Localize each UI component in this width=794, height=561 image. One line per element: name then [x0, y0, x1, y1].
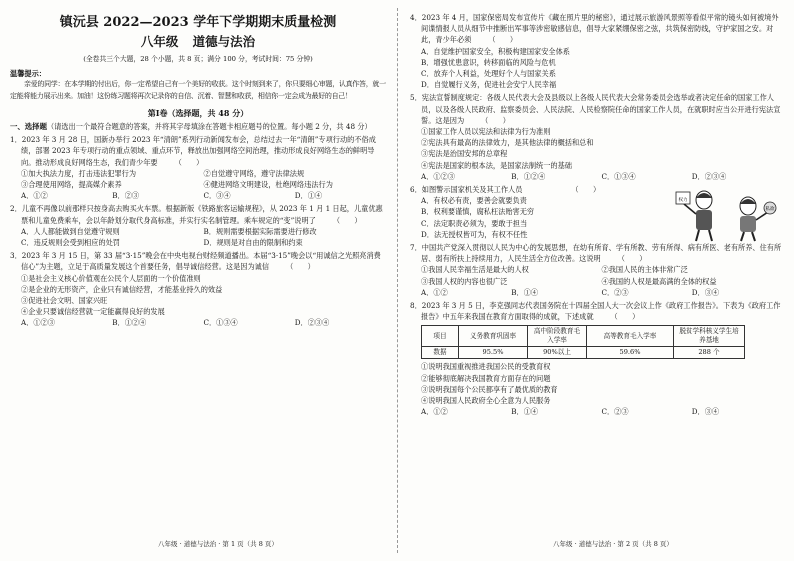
- part-description: （请选出一个最符合题意的答案，并将其字母填涂在答题卡相应题号的位置。每小题 2 分，共 48 分）: [46, 122, 372, 132]
- question-stem: 7．中国共产党深入贯彻以人民为中心的发展思想，在幼有所育、学有所教、劳有所得、病有所医、老有所养、住有所居、弱有所扶上持续用力，人民生活全方位改善。这说明 （ ）: [410, 243, 782, 264]
- answer-paren: （ ）: [488, 35, 518, 45]
- option-c: C．①③④: [203, 318, 238, 328]
- option-b: B．①④: [511, 287, 539, 297]
- table-cell: 59.6%: [587, 347, 674, 359]
- tips-heading: 温馨提示：: [10, 69, 46, 79]
- statement: ②是企业的无形资产，企业只有诚信经营，才能基业持久的效益: [21, 284, 223, 294]
- statement: ①加大执法力度，打击违法犯罪行为: [21, 168, 137, 178]
- question-stem: 5．宪法宣誓制度规定：各级人民代表大会及县级以上各级人民代表大会常务委员会选举或者决定任命的国家工作人员，以及各级人民政府、监察委员会、人民法院、人民检察院任命的国家工作人员，在就职时应当公开进行宪法宣誓。这是因为 （ ）: [410, 93, 781, 125]
- option-a: A．自觉维护国家安全，积极构建国家安全体系: [421, 46, 570, 56]
- table-cell: 95.5%: [459, 347, 528, 359]
- question-1: [10, 134, 386, 201]
- table-header-cell: 项目: [422, 326, 459, 347]
- statement: ①我国人民幸福生活是最大的人权: [421, 265, 529, 275]
- option-c: C．②③: [601, 407, 629, 417]
- page-footer-right: 八年级 · 道德与法治 · 第 2 页（共 8 页）: [553, 540, 673, 548]
- options-list: [410, 195, 630, 240]
- cartoon-illustration: [674, 186, 778, 242]
- statement: ④我国的人权是最高满的全体的权益: [601, 276, 717, 286]
- option-a: A．①②: [421, 407, 448, 417]
- option-c: C．法定职责必须为，要敢于担当: [421, 218, 528, 228]
- table-header-cell: 高等教育毛入学率: [587, 326, 674, 347]
- question-6: [410, 184, 782, 240]
- option-a: A．人人都能做到自觉遵守规则: [21, 226, 120, 236]
- question-8: [410, 300, 782, 417]
- option-a: A．①②: [421, 287, 448, 297]
- option-c: C．违反规则会受到相应的处罚: [21, 238, 120, 248]
- question-7: [410, 242, 782, 298]
- option-d: D．③④: [691, 287, 720, 297]
- option-d: D．规则是对自由的限制和约束: [203, 238, 303, 248]
- table-cell: 288 个: [674, 347, 745, 359]
- question-stem: 8．2023 年 3 月 5 日，李克强同志代表国务院在十四届全国人大一次会议上作《政府工作报告》。下表为《政府工作报告》中五年来我国在教育方面取得的成就，下述成就 （ ）: [410, 301, 781, 322]
- answer-paren: （ ）: [481, 115, 510, 125]
- statement: ③合理使用网络，提高媒介素养: [21, 180, 122, 190]
- option-c: C．放弃个人利益，处理好个人与国家关系: [421, 69, 556, 79]
- question-stem: 1．2023 年 3 月 28 日，国新办举行 2023 年“清朗”系列行动新闻发布会，总结过去一年“清朗”专项行动的不俗成绩，部署 2023 年专项行动的重点领域、重点环节，释放出加强网络空间治理，推动形成良好网络生态的鲜明导向。推动形成良好网络生态，我们青少年要 （ ）: [10, 135, 376, 167]
- answer-paren: （ ）: [610, 312, 640, 322]
- question-stem: 6．如图警示国家机关及其工作人员 （ ）: [410, 185, 601, 195]
- option-d: D．②③④: [294, 318, 330, 328]
- option-b: B．增强忧患意识，转移面临的风险与危机: [421, 57, 556, 67]
- option-d: D．①④: [294, 191, 323, 201]
- statement: ③我国人权的内容也很广泛: [421, 276, 508, 286]
- statement: ④说明我国人民政府全心全意为人民服务: [421, 396, 551, 406]
- question-4: [410, 12, 782, 90]
- options-row: [410, 287, 782, 298]
- statement-row: [410, 276, 782, 287]
- page-footer-left: 八年级 · 道德与法治 · 第 1 页（共 8 页）: [158, 540, 278, 548]
- table-cell: 90%以上: [528, 347, 587, 359]
- table-header-cell: 义务教育巩固率: [459, 326, 528, 347]
- question-stem: 4．2023 年 4 月，国家保密局发布宣传片《藏在照片里的秘密》，通过展示旅游风景照等看似平常的镜头如何被境外间谍情报人员从细节中推断出军事等涉密敏感信息，倡导大家紧绷保密之弦，共筑保密防线，守护家国之安。对此，青少年必须 （ ）: [410, 13, 779, 45]
- options-row: [10, 317, 386, 328]
- exam-title: 镇沅县 2022—2023 学年下学期期末质量检测: [59, 15, 337, 30]
- part-number: 一、选择题: [10, 122, 47, 132]
- option-a: A．有权必有责，要善会就要负责: [421, 196, 527, 206]
- cartoon-label: 权力: [678, 198, 688, 204]
- answer-paren: （ ）: [571, 185, 601, 195]
- statement-row: [410, 264, 782, 275]
- answer-paren: （ ）: [174, 157, 204, 167]
- exam-note: (全卷共三个大题，28 个小题，共 8 页；满分 100 分，考试时间：75 分钟): [83, 55, 313, 63]
- options-row: [10, 190, 386, 201]
- exam-subtitle: 八年级 道德与法治: [140, 34, 256, 49]
- statement: ②能够彻底解决我国教育方面存在的问题: [421, 373, 551, 383]
- option-c: C．②③: [601, 287, 629, 297]
- options-row: [410, 406, 782, 417]
- option-b: B．①②④: [112, 318, 147, 328]
- statement-row: [10, 168, 386, 179]
- table-row: [422, 347, 745, 359]
- question-3: [10, 250, 386, 328]
- option-b: B．规则需要根据实际需要进行修改: [203, 226, 317, 236]
- option-a: A．①②③: [21, 318, 55, 328]
- statement: ②宪法具有最高的法律效力，是其他法律的概括和总和: [421, 138, 594, 148]
- option-b: B．②③: [112, 191, 140, 201]
- options-row: [10, 226, 386, 237]
- options-row: [410, 171, 782, 182]
- options-row: [10, 237, 386, 248]
- right-column: [410, 10, 782, 418]
- statement: ①是社会主义核心价值观在公民个人层面的一个价值准则: [21, 273, 201, 283]
- statement: ①说明我国重视推进我国公民的受教育权: [421, 362, 551, 372]
- cartoon-official-right: [740, 197, 776, 241]
- section-title: 第Ⅰ卷（选择题，共 48 分）: [147, 107, 249, 118]
- answer-paren: （ ）: [617, 254, 647, 264]
- statement: ②我国人民的主体非常广泛: [601, 265, 688, 275]
- option-b: B．权利要谨慎，腐私枉法贻害无穷: [421, 207, 535, 217]
- answer-paren: （ ）: [332, 215, 362, 225]
- achievements-table: [421, 325, 745, 359]
- left-column: [10, 10, 386, 329]
- table-header-cell: 高中阶段教育毛入学率: [528, 326, 587, 347]
- option-a: A．①②③: [421, 171, 455, 181]
- question-stem: 2．儿童不再像以前那样只按身高去购买火车票。根据新版《铁路旅客运输规程》，从 2023 年 1 月 1 日起，儿童优惠票和儿童免费乘车，会以年龄划分取代身高标准，并实行实名制管理。乘车规定的“变”说明了 （ ）: [10, 204, 383, 225]
- statement: ④健进网络文明建设，杜绝网络违法行为: [203, 180, 333, 190]
- option-d: D．③④: [691, 407, 720, 417]
- cartoon-label: 私欲: [765, 207, 775, 213]
- option-c: C．①③④: [601, 171, 636, 181]
- answer-paren: （ ）: [286, 262, 315, 272]
- option-d: D．②③④: [691, 171, 727, 181]
- statement: ③宪法是治国安邦的总章程: [421, 149, 508, 159]
- statement: ④企业只要诚信经营就一定能赢得良好的发展: [21, 307, 165, 317]
- table-cell: 数据: [422, 347, 459, 359]
- question-stem: 3．2023 年 3 月 15 日，第 33 届“3·15”晚会在中央电视台财经频道播出。本届“3·15”晚会以“用诚信之光照亮消费信心”为主题，立足于高质量发展这个首要任务，倡导诚信经营。这是因为诚信 （ ）: [10, 251, 381, 272]
- statement: ③说明我国每个公民都享有了最优质的教育: [421, 384, 558, 394]
- statement: ②自觉遵守网络，遵守法律法规: [203, 168, 305, 178]
- question-2: [10, 203, 386, 248]
- statement: ③促进社会文明、国家兴旺: [21, 296, 108, 306]
- option-b: B．①②④: [511, 171, 546, 181]
- table-header-cell: 脱贫学科核义学生培养基地: [674, 326, 745, 347]
- table-header-row: [422, 326, 745, 347]
- column-divider: [397, 8, 398, 553]
- tips-text: 亲爱的同学：在本学期的付出后，你一定希望自己有一个美好的收获。这个时刻到来了，你只要细心审题，认真作答，就一定能将能力展示出来。加油！这份练习题将再次记录你的自信、沉着、智慧和收获，相信你一定会成为最好的自己！: [10, 80, 386, 100]
- statement: ④宪法是国家的根本法，是国家法制统一的基础: [421, 160, 572, 170]
- option-b: B．①④: [511, 407, 539, 417]
- statement: ①国家工作人员以宪法和法律为行为准则: [421, 127, 551, 137]
- option-a: A．①②: [21, 191, 48, 201]
- question-5: [410, 92, 782, 182]
- option-d: D．法无授权皆可为，有权不任性: [421, 229, 528, 239]
- part-heading: [10, 121, 386, 132]
- option-c: C．③④: [203, 191, 231, 201]
- option-d: D．自觉履行义务，促进社会安宁人民幸福: [421, 80, 557, 90]
- statement-row: [10, 179, 386, 190]
